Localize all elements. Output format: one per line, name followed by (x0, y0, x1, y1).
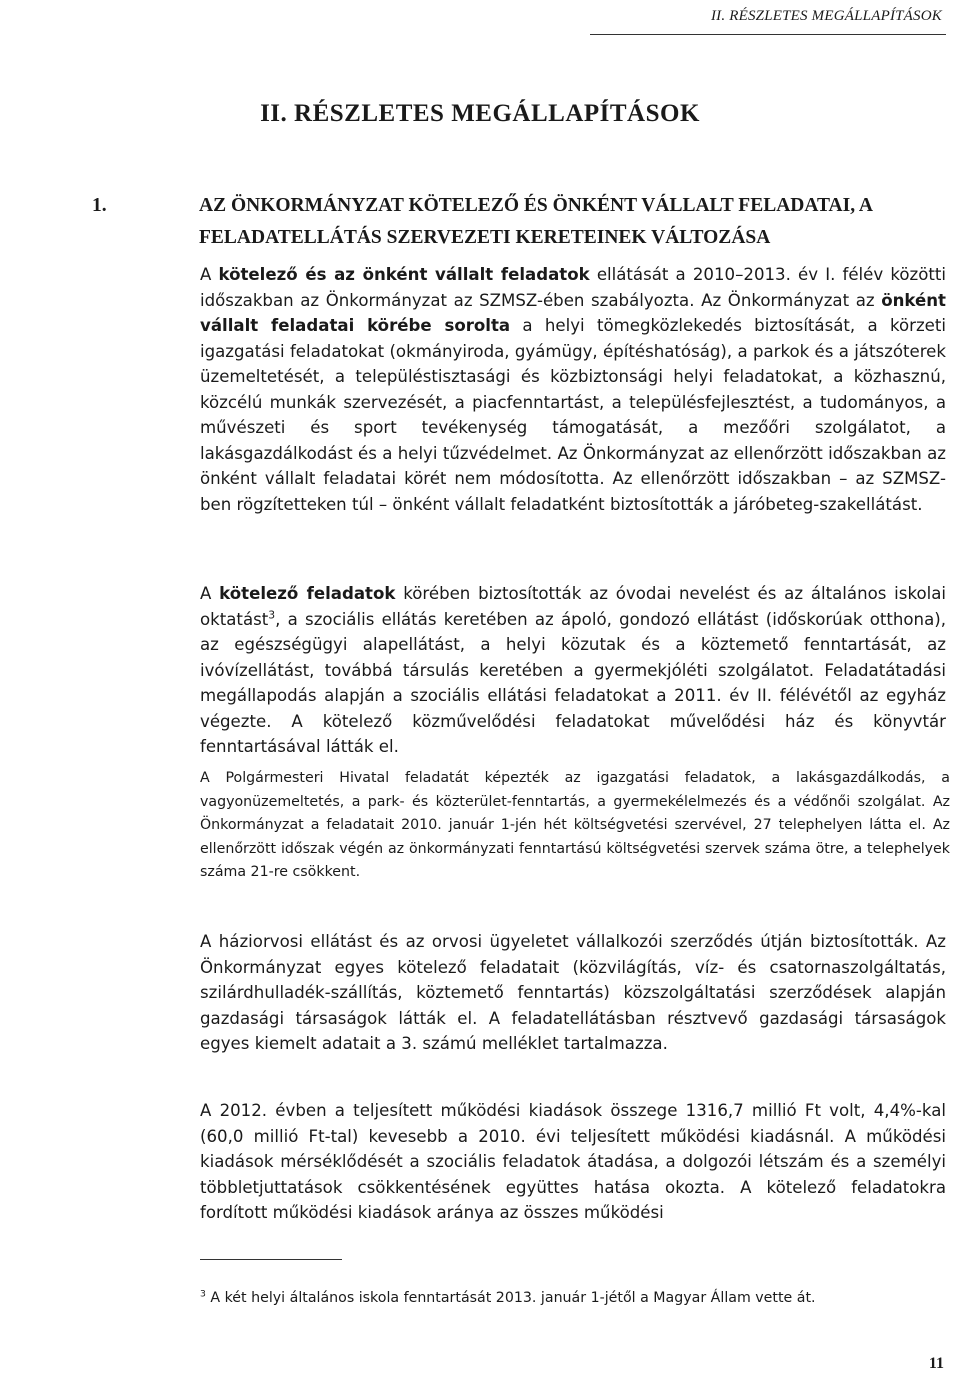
paragraph-voluntary-tasks (200, 262, 946, 517)
p2-text-2: körében biztosították az óvodai nevelést és az általános iskolai oktatást (200, 584, 946, 629)
section-title-line2: FELADATELLÁTÁS SZERVEZETI KERETEINEK VÁLTOZÁSA (199, 227, 771, 248)
p1-text-1: A (200, 265, 219, 284)
section-title-line1: AZ ÖNKORMÁNYZAT KÖTELEZŐ ÉS ÖNKÉNT VÁLLALT FELADATAI, A (199, 195, 873, 216)
p1-text-2: ellátását a 2010–2013. év I. félév közötti időszakban az Önkormányzat az SZMSZ-ében szabályozta. Az Önkormányzat az (200, 265, 946, 310)
footnote-rule (200, 1259, 342, 1260)
p1-bold-2: önként vállalt feladatai körébe sorolta (200, 290, 946, 335)
paragraph-mandatory-tasks (200, 581, 946, 760)
footnote-ref-3[interactable]: 3 (268, 607, 276, 621)
footnote-marker: 3 (200, 1288, 206, 1300)
header-rule (590, 34, 946, 35)
p2-text-1: A (200, 584, 220, 603)
page-number: 11 (928, 1355, 944, 1372)
chapter-title: II. RÉSZLETES MEGÁLLAPÍTÁSOK (260, 100, 700, 127)
p2-text-3: , a szociális ellátás keretében az ápoló, gondozó ellátást (időskorúak otthona), az egészségügyi alapellátást, a helyi közutak és a köztemető fenntartását, az ivóvízellátást, továbbá társulás keretében a gyermekjóléti szolgálatot. Feladatátadási megállapodás alapján a szociális ellátási feladatokat a 2011. év II. félévétől az egyház végezte. A kötelező közművelődési feladatokat művelődési ház és könyvtár fenntartásával látták el. (200, 609, 946, 756)
p1-bold-1: kötelező és az önként vállalt feladatok (218, 265, 590, 284)
paragraph-operating-expenses: A 2012. évben a teljesített működési kiadások összege 1316,7 millió Ft volt, 4,4%-kal (60,0 millió Ft-tal) kevesebb a 2010. évi teljesített működési kiadásnál. A működési kiadások mérséklődését a szociális feladatok átadása, a dolgozói létszám és a személyi többletjuttatások csökkentésének együttes hatása okozta. A kötelező feladatokra fordított működési kiadások aránya az összes működési (200, 1101, 946, 1222)
section-number: 1. (92, 195, 107, 216)
running-header: II. RÉSZLETES MEGÁLLAPÍTÁSOK (710, 8, 942, 24)
paragraph-service-contracts: A háziorvosi ellátást és az orvosi ügyeletet vállalkozói szerződés útján biztosították. Az Önkormányzat egyes kötelező feladatait (közvilágítás, víz- és csatornaszolgáltatás, szilárdhulladék-szállítás, köztemető fenntartás) közszolgáltatási szerződések alapján gazdasági társaságok látták el. A feladatellátásban résztvevő gazdasági társaságok egyes kiemelt adatait a 3. számú melléklet tartalmazza. (200, 932, 946, 1053)
footnote (200, 1287, 950, 1309)
p2-bold-1: kötelező feladatok (219, 584, 396, 603)
footnote-text: A két helyi általános iskola fenntartását 2013. január 1-jétől a Magyar Állam vette át. (205, 1290, 816, 1306)
paragraph-mayors-office: A Polgármesteri Hivatal feladatát képezték az igazgatási feladatok, a lakásgazdálkodás, a vagyonüzemeltetés, a park- és közterület-fenntartás, a gyermekélelmezés és a védőnői szolgálat. Az Önkormányzat a feladatait 2010. január 1-jén hét költségvetési szervével, 27 telephelyen látta el. Az ellenőrzött időszak végén az önkormányzati fenntartású költségvetési szervek száma ötre, a telephelyek száma 21-re csökkent. (200, 770, 950, 880)
p1-text-3: a helyi tömegközlekedés biztosítását, a körzeti igazgatási feladatokat (okmányiroda, gyámügy, építéshatóság), a parkok és a játszóterek üzemeltetését, a településtisztasági és közbiztonsági helyi feladatokat, a közhasznú, közcélú munkák szervezését, a piacfenntartást, a településfejlesztést, a tudományos, a művészeti és sport tevékenység támogatását, a mezőőri szolgálatot, a lakásgazdálkodást és a helyi tűzvédelmet. Az Önkormányzat az ellenőrzött időszakban az önként vállalt feladatai körét nem módosította. Az ellenőrzött időszakban – az SZMSZ-ben rögzítetteken túl – önként vállalt feladatként biztosították a járóbeteg-szakellátást. (200, 316, 946, 514)
